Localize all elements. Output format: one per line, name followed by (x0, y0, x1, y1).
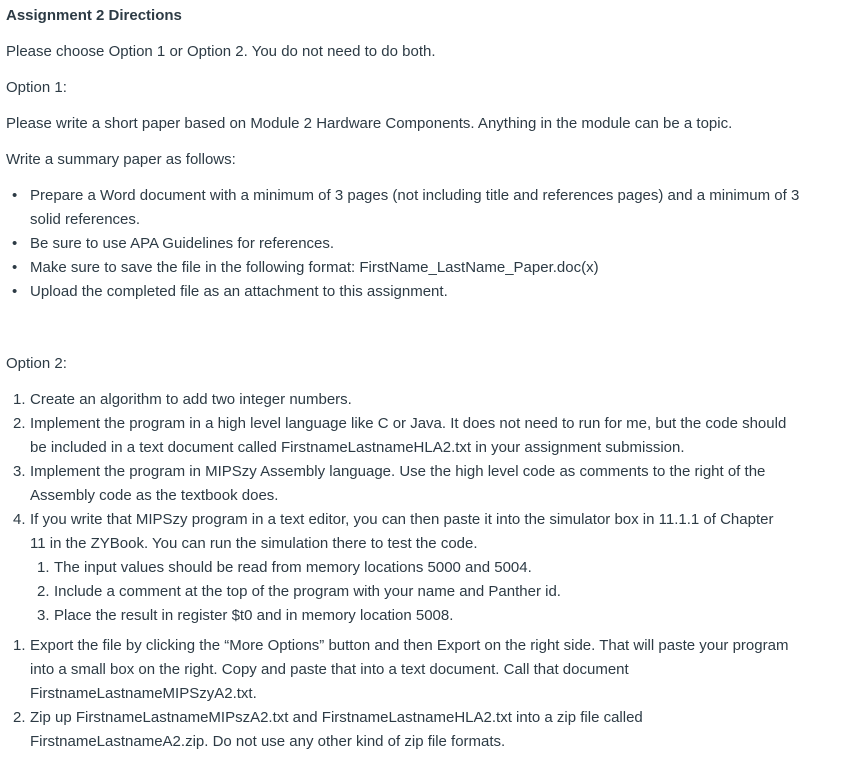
list-item (6, 184, 842, 232)
step-text-line: FirstnameLastnameMIPSzyA2.txt. (30, 685, 257, 702)
bullet-text-line: Upload the completed file as an attachment to this assignment. (30, 283, 448, 300)
page-title: Assignment 2 Directions (6, 7, 182, 24)
step-number: 4. (13, 511, 26, 528)
substep-number: 1. (37, 559, 50, 576)
bullet-icon: • (12, 259, 18, 276)
step-text-line: 11 in the ZYBook. You can run the simulation there to test the code. (30, 535, 478, 552)
bullet-text-line: solid references. (30, 211, 141, 228)
intro-text: Please choose Option 1 or Option 2. You do not need to do both. (6, 43, 436, 60)
option1-description: Please write a short paper based on Module 2 Hardware Components. Anything in the module can be a topic. (6, 115, 733, 132)
bullet-text-line: Be sure to use APA Guidelines for references. (30, 235, 335, 252)
bullet-icon: • (12, 187, 18, 204)
step-text-line: FirstnameLastnameA2.zip. Do not use any other kind of zip file formats. (30, 733, 506, 750)
substep-number: 2. (37, 583, 50, 600)
step-text-line: Zip up FirstnameLastnameMIPszA2.txt and FirstnameLastnameHLA2.txt into a zip file called (30, 709, 643, 726)
list-item (6, 280, 842, 304)
step-text-line: Create an algorithm to add two integer numbers. (30, 391, 352, 408)
step-number: 2. (13, 709, 26, 726)
step-number: 2. (13, 415, 26, 432)
option2-substep-list (30, 556, 830, 628)
option2-heading: Option 2: (6, 355, 67, 372)
list-item (6, 412, 842, 460)
substep-number: 3. (37, 607, 50, 624)
list-item (6, 706, 842, 754)
summary-intro: Write a summary paper as follows: (6, 151, 236, 168)
list-item (6, 508, 842, 556)
list-item (6, 232, 842, 256)
option1-bullet-list (6, 184, 842, 304)
substep-text: Place the result in register $t0 and in memory location 5008. (54, 607, 454, 624)
step-text-line: into a small box on the right. Copy and paste that into a text document. Call that document (30, 661, 629, 678)
step-text-line: Export the file by clicking the “More Options” button and then Export on the right side. That will paste your program (30, 637, 789, 654)
list-item (6, 388, 842, 412)
option2-step-list (6, 388, 842, 556)
list-item (30, 604, 830, 628)
list-item (6, 256, 842, 280)
step-number: 1. (13, 391, 26, 408)
step-text-line: Assembly code as the textbook does. (30, 487, 279, 504)
list-item (6, 634, 842, 706)
option2-export-step-list (6, 634, 842, 754)
step-text-line: Implement the program in a high level language like C or Java. It does not need to run for me, but the code should (30, 415, 787, 432)
step-text-line: Implement the program in MIPSzy Assembly language. Use the high level code as comments to the right of the (30, 463, 766, 480)
bullet-text-line: Prepare a Word document with a minimum of 3 pages (not including title and references pages) and a minimum of 3 (30, 187, 800, 204)
bullet-text-line: Make sure to save the file in the following format: FirstName_LastName_Paper.doc(x) (30, 259, 599, 276)
bullet-icon: • (12, 283, 18, 300)
list-item (30, 556, 830, 580)
step-number: 3. (13, 463, 26, 480)
step-text-line: If you write that MIPSzy program in a text editor, you can then paste it into the simulator box in 11.1.1 of Chapter (30, 511, 774, 528)
substep-text: Include a comment at the top of the program with your name and Panther id. (54, 583, 561, 600)
step-number: 1. (13, 637, 26, 654)
substep-text: The input values should be read from memory locations 5000 and 5004. (54, 559, 532, 576)
step-text-line: be included in a text document called FirstnameLastnameHLA2.txt in your assignment submission. (30, 439, 685, 456)
list-item (30, 580, 830, 604)
bullet-icon: • (12, 235, 18, 252)
option1-heading: Option 1: (6, 79, 67, 96)
list-item (6, 460, 842, 508)
